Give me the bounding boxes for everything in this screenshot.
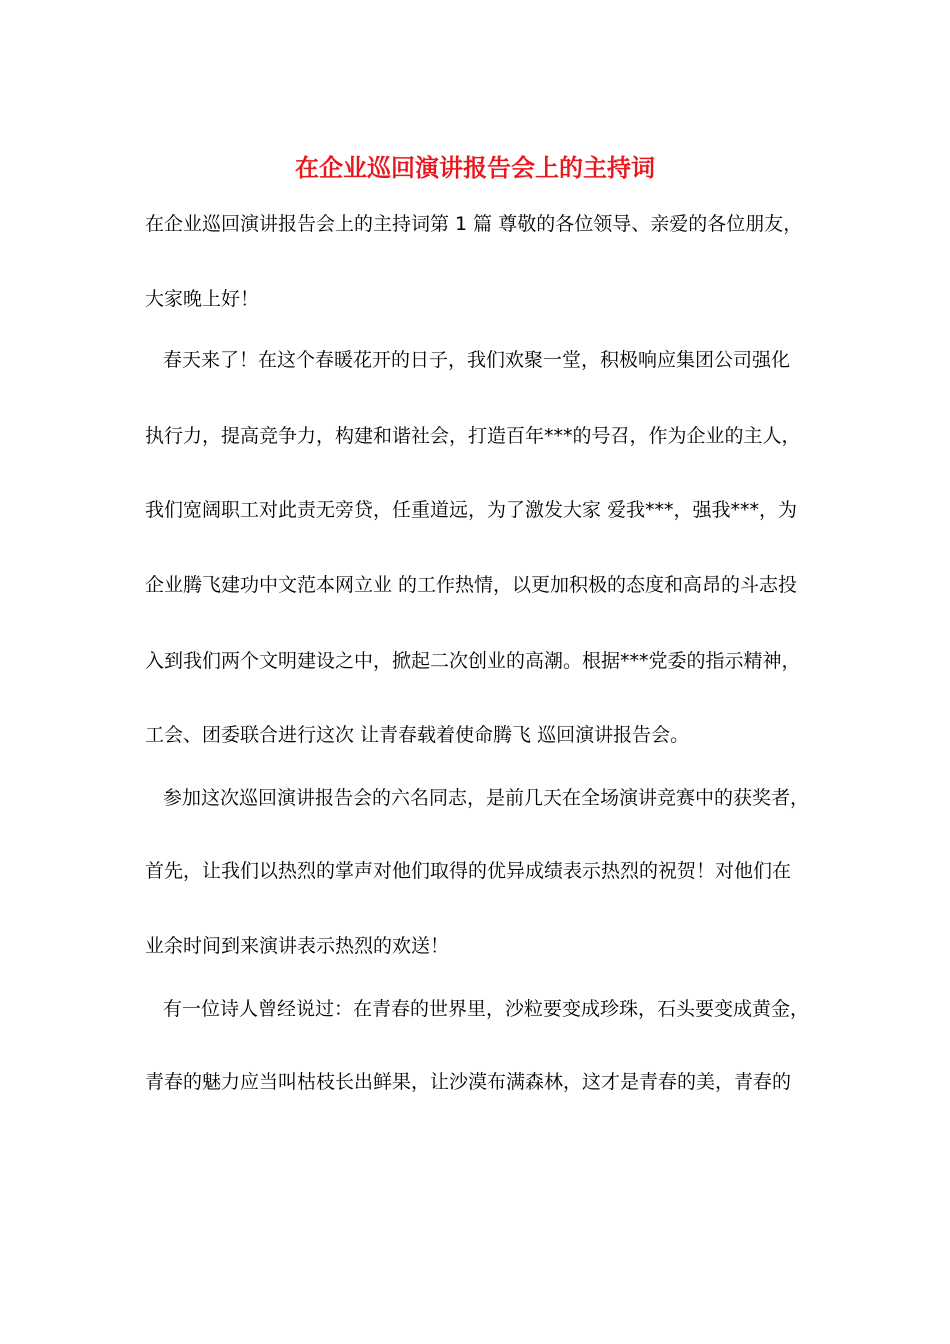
body-line: 入到我们两个文明建设之中，掀起二次创业的高潮。根据***党委的指示精神， <box>145 650 801 672</box>
body-line: 企业腾飞建功中文范本网立业 的工作热情，以更加积极的态度和高昂的斗志投 <box>145 574 798 596</box>
body-paragraph-start: 参加这次巡回演讲报告会的六名同志，是前几天在全场演讲竞赛中的获奖者， <box>163 787 810 809</box>
body-line: 在企业巡回演讲报告会上的主持词第 1 篇 尊敬的各位领导、亲爱的各位朋友， <box>145 213 803 235</box>
body-line: 首先，让我们以热烈的掌声对他们取得的优异成绩表示热烈的祝贺！对他们在 <box>145 860 792 882</box>
document-title: 在企业巡回演讲报告会上的主持词 <box>295 153 655 182</box>
body-line: 业余时间到来演讲表示热烈的欢送！ <box>145 935 450 957</box>
body-line: 我们宽阔职工对此责无旁贷，任重道远，为了激发大家 爱我***，强我***，为 <box>145 499 798 521</box>
body-line: 工会、团委联合进行这次 让青春载着使命腾飞 巡回演讲报告会。 <box>145 724 690 746</box>
body-paragraph-start: 春天来了！在这个春暖花开的日子，我们欢聚一堂，积极响应集团公司强化 <box>163 349 791 371</box>
body-line: 执行力，提高竞争力，构建和谐社会，打造百年***的号召，作为企业的主人， <box>145 425 801 447</box>
body-line: 青春的魅力应当叫枯枝长出鲜果，让沙漠布满森林，这才是青春的美，青春的 <box>145 1071 792 1093</box>
body-paragraph-start: 有一位诗人曾经说过：在青春的世界里，沙粒要变成珍珠，石头要变成黄金， <box>163 998 810 1020</box>
body-line: 大家晚上好！ <box>145 288 260 310</box>
